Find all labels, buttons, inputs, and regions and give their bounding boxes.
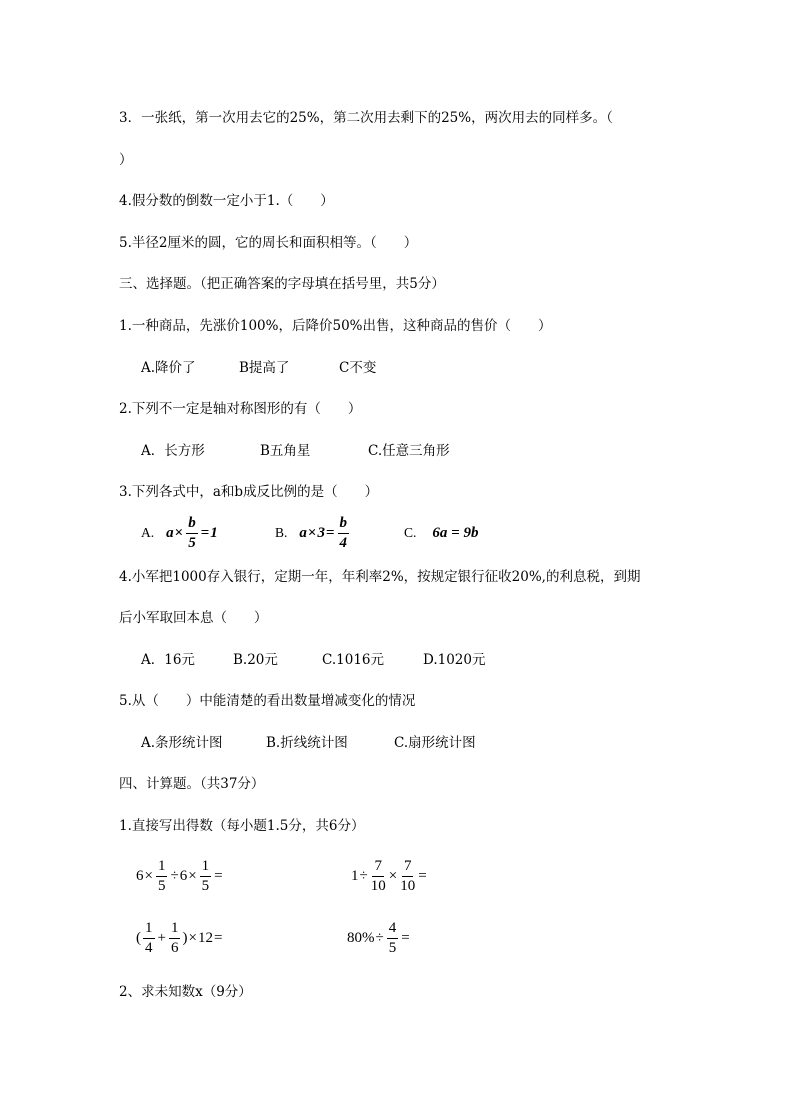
- math-op: =: [213, 929, 223, 946]
- fraction-numerator: 4: [387, 921, 399, 939]
- math-paren: ): [182, 929, 188, 946]
- choice-q1-option-c: C不变: [339, 360, 377, 376]
- choice-q4-line1: 4.小军把1000存入银行，定期一年，年利率2%，按规定银行征收20%,的利息税，到期: [119, 569, 641, 585]
- section-choice-title: 三、选择题。（把正确答案的字母填在括号里，共5分）: [119, 276, 445, 292]
- choice-q2-option-c: C.任意三角形: [368, 443, 450, 459]
- choice-q3-option-b: [275, 513, 351, 553]
- judge-q5: 5.半径2厘米的圆，它的周长和面积相等。（ ）: [119, 235, 418, 251]
- math-op: =: [401, 929, 410, 946]
- choice-q4-line2: 后小军取回本息（ ）: [119, 610, 268, 626]
- math-op: ×: [174, 524, 184, 541]
- math-op: +: [157, 929, 166, 946]
- choice-q5-option-a: A.条形统计图: [141, 735, 223, 751]
- fraction-denominator: 4: [145, 939, 153, 956]
- fraction: [400, 859, 415, 894]
- option-label: B.: [275, 525, 288, 540]
- fraction-numerator: 1: [156, 859, 168, 877]
- choice-q4-option-c: C.1016元: [322, 652, 384, 668]
- math-paren: (: [136, 929, 141, 946]
- judge-q3-line2: ）: [119, 152, 133, 168]
- math-value: 80%: [347, 929, 375, 946]
- math-op: ÷: [375, 929, 384, 946]
- math-op: =: [418, 867, 427, 884]
- option-label: A.: [141, 525, 155, 540]
- calc-q1: 1.直接写出得数（每小题1.5分，共6分）: [119, 818, 365, 834]
- math-value: 6: [179, 867, 188, 884]
- calc-expression-2: [351, 856, 428, 896]
- math-op: ×: [307, 524, 317, 541]
- fraction: [169, 921, 181, 956]
- fraction-numerator: 7: [402, 859, 414, 877]
- fraction-denominator: 10: [370, 877, 386, 894]
- fraction: [156, 859, 168, 894]
- choice-q4-option-d: D.1020元: [423, 652, 486, 668]
- choice-q1-option-a: A.降价了: [141, 360, 196, 376]
- fraction-numerator: 1: [169, 921, 181, 939]
- math-op: ÷: [359, 867, 368, 884]
- fraction: [338, 516, 350, 551]
- fraction-numerator: b: [338, 516, 350, 534]
- choice-q2-option-b: B五角星: [260, 443, 311, 459]
- fraction: [387, 921, 399, 956]
- math-op: ×: [388, 867, 398, 884]
- calc-expression-3: [136, 918, 223, 958]
- calc-q2: 2、求未知数x（9分）: [119, 984, 252, 1000]
- choice-q5-option-b: B.折线统计图: [266, 735, 348, 751]
- choice-q3: 3.下列各式中，a和b成反比例的是（ ）: [119, 484, 379, 500]
- math-op: ×: [188, 867, 197, 884]
- fraction: [200, 859, 212, 894]
- choice-q1: 1.一种商品，先涨价100%，后降价50%出售，这种商品的售价（ ）: [119, 318, 552, 334]
- math-op: ×: [144, 867, 153, 884]
- fraction-numerator: 1: [143, 921, 155, 939]
- calc-expression-1: [136, 856, 224, 896]
- fraction-denominator: 5: [188, 534, 196, 551]
- fraction-denominator: 5: [157, 877, 166, 894]
- math-value: 12: [197, 929, 213, 946]
- fraction-denominator: 4: [339, 534, 348, 551]
- choice-q1-option-b: B提高了: [239, 360, 290, 376]
- fraction: [371, 859, 386, 894]
- fraction: [186, 516, 198, 551]
- math-value: 1: [210, 524, 218, 541]
- choice-q5: 5.从（ ）中能清楚的看出数量增减变化的情况: [119, 693, 416, 709]
- choice-q4-option-b: B.20元: [233, 652, 278, 668]
- fraction-numerator: 7: [372, 859, 384, 877]
- fraction-denominator: 6: [170, 939, 179, 956]
- math-op: ×: [188, 929, 197, 946]
- math-var: a: [299, 524, 307, 541]
- fraction-numerator: b: [186, 516, 198, 534]
- fraction-denominator: 10: [400, 877, 416, 894]
- choice-q3-option-a: [141, 513, 218, 553]
- judge-q4: 4.假分数的倒数一定小于1.（ ）: [119, 193, 334, 209]
- choice-q2-option-a: A．长方形: [141, 443, 205, 459]
- math-var: a: [166, 524, 174, 541]
- math-op: =: [325, 524, 335, 541]
- calc-expression-4: [347, 918, 411, 958]
- math-value: 1: [351, 867, 359, 884]
- choice-q4-option-a: A．16元: [141, 652, 195, 668]
- judge-q3-line1: 3．一张纸，第一次用去它的25%，第二次用去剩下的25%，两次用去的同样多。（: [119, 110, 613, 126]
- math-expression: 6a = 9b: [432, 524, 479, 541]
- fraction: [143, 921, 155, 956]
- choice-q3-option-c: [404, 523, 478, 543]
- math-op: =: [214, 867, 223, 884]
- section-calc-title: 四、计算题。（共37分）: [119, 776, 265, 792]
- fraction-denominator: 5: [388, 939, 397, 956]
- choice-q2: 2.下列不一定是轴对称图形的有（ ）: [119, 401, 362, 417]
- choice-q5-option-c: C.扇形统计图: [394, 735, 476, 751]
- math-value: 6: [136, 867, 144, 884]
- option-label: C.: [404, 525, 417, 540]
- fraction-denominator: 5: [201, 877, 210, 894]
- math-op: ÷: [170, 867, 179, 884]
- math-value: 3: [317, 524, 325, 541]
- fraction-numerator: 1: [200, 859, 212, 877]
- math-op: =: [200, 524, 210, 541]
